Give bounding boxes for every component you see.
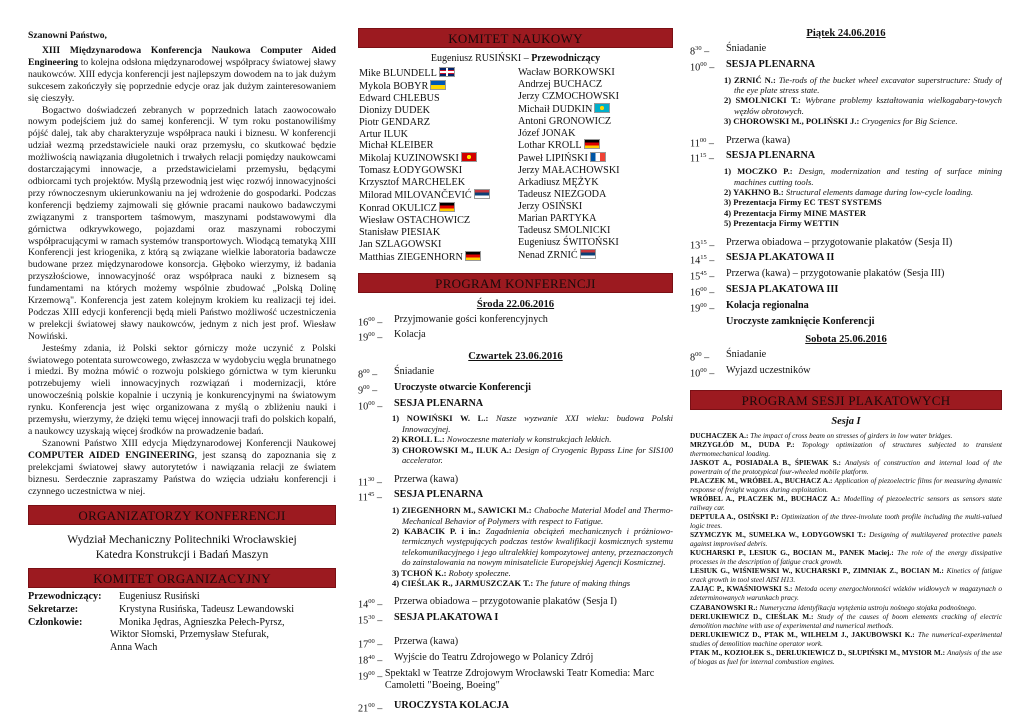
committee-member: Tadeusz SMOLNICKI	[518, 224, 611, 236]
flag-uk-icon	[439, 67, 455, 77]
program-time: $11^{45}$ –	[358, 491, 382, 504]
program-item-text: Wyjazd uczestników	[726, 364, 811, 376]
intro-paragraph-2: Bogactwo doświadczeń zebranych w poprzednich latach zaowocowało nowym podejściem już do samej konferencji. W tym roku postanowiliśmy pójść dalej, tak aby charakteryzuje współpraca nauki i biznesu. W konferencji udział wezmą przedstawiciele nauki oraz przemysłu, co skutkować będzie możliwością nawiązania długoletnich i trwałych relacji pomiędzy naukowcami dostarczającymi innowacje, a przedstawicielami przemysłu, będącymi odbiorcami tych projektów. Myślą przewodnią jest więc rozwój innowacyjności przy równoczesnym ukierunkowaniu na jej wdrożenie do gospodarki. Podczas konferencji będziemy zajmowali się głównie pracami naukowo badawczymi związanymi z transportem taśmowym, maszynami podstawowymi dla górnictwa odkrywkowego, pojazdami oraz maszynami roboczymi współpracującymi w ramach systemów transportowych. Wiodącą tematyką XIII Konferencji jest kriogenika, z którą są związane wielkie laboratoria badawcze budowane przez międzynarodowe konsorcja. Głęboko wierzymy, iż badania przyszłościowe, innowacyjność oraz współpraca nauki z biznesem są fundamentami na których możemy wspólnie zbudować „Polską Dolinę Krzemową". Konferencja jest zatem kolejnym krokiem ku realizacji tej idei. Podczas XIII edycji konferencji będą mieli Państwo możliwość uczestniczenia w prelekcji światowej sławy naukowców, jednym z nich jest prof. Wiesław Nowiński.	[28, 104, 336, 342]
time-minutes: 00	[368, 598, 375, 606]
program-time: $11^{15}$ –	[690, 152, 714, 165]
talk-title: Structural elements damage during low-cycle loading.	[785, 187, 974, 198]
committee-member: Andrzej BUCHACZ	[518, 78, 603, 90]
poster-title: Analysis of construction and internal load of the powertrain of the prototypical four-wheeled mobile platform.	[690, 457, 1002, 476]
cae-bold: COMPUTER AIDED ENGINEERING	[28, 449, 195, 461]
intro-lead: XIII Międzynarodowa Konferencja Naukowa Computer Aided Engineering	[28, 45, 336, 68]
chair-role: Przewodniczący	[531, 53, 601, 64]
talk	[358, 526, 673, 568]
program-item-text: SESJA PLENARNA	[726, 58, 816, 70]
committee-member: Tadeusz NIEZGODA	[518, 189, 607, 201]
program-item-text: Spektakl w Teatrze Zdrojowym Wrocławski Teatr Komedia: Marc Camoletti "Boeing, Boeing"	[384, 667, 655, 691]
program-item-text: Uroczyste zamknięcie Konferencji	[726, 315, 875, 327]
flag-rs-icon	[580, 249, 596, 259]
talk-authors: 4) Prezentacja Firmy MINE MASTER	[724, 207, 867, 218]
sci-committee-right	[518, 67, 668, 264]
sci-committee-heading: KOMITET NAUKOWY	[358, 28, 673, 48]
talk-authors: 2) KABACIK P. i in.:	[392, 525, 481, 536]
talk	[690, 116, 1002, 126]
committee-member: Artur ILUK	[359, 128, 408, 140]
program-time: $19^{00}$ –	[690, 301, 715, 315]
poster-entry	[690, 494, 1002, 512]
program-item-text: Przerwa obiadowa – przygotowanie plakatów (Sesja I)	[394, 596, 617, 608]
poster-authors: DEPTUŁA A., OSIŃSKI P.:	[690, 512, 779, 522]
program-time: $8^{00}$ –	[358, 368, 378, 381]
poster-entry	[690, 648, 1002, 666]
program-item-text: Wyjście do Teatru Zdrojowego w Polanicy Zdrój	[394, 651, 594, 663]
time-minutes: 00	[368, 331, 375, 339]
program-item-text: SESJA PLAKATOWA I	[394, 612, 499, 624]
members-names-1: Monika Jędras, Agnieszka Pełech-Pyrsz,	[119, 616, 285, 628]
schedule-column	[690, 28, 1002, 724]
time-minutes: 00	[699, 136, 707, 144]
program-time: $16^{00}$ –	[358, 315, 383, 328]
program-item	[358, 612, 673, 628]
poster-authors: DUCHACZEK A.:	[690, 430, 749, 440]
talk	[690, 218, 1002, 228]
poster-authors: SZYMCZYK M., SUMELKA W., ŁODYGOWSKI T.:	[690, 530, 866, 540]
program-time: $19^{00}$ –	[358, 669, 383, 682]
program-time: $15^{30}$ –	[358, 614, 383, 627]
poster-title: Study of the causes of boom elements cracking of electric demolition machine with use of experimental and numerical methods.	[690, 611, 1002, 630]
time-minutes: 00	[368, 702, 375, 710]
poster-authors: JASKOT A., POSIADAŁA B., ŚPIEWAK S.:	[690, 457, 841, 467]
program-time: $8^{00}$ –	[690, 351, 710, 364]
talk-authors: 2) SMOLNICKI T.:	[724, 95, 801, 106]
program-column	[358, 28, 673, 724]
program-time	[690, 316, 726, 328]
program-time: $9^{00}$ –	[358, 383, 378, 397]
talk-authors: 1) NOWIŃSKI W. L.:	[392, 413, 489, 424]
talk	[690, 197, 1002, 207]
talk-title: Nowoczesne materiały w konstrukcjach lekkich.	[446, 434, 612, 445]
flag-de-icon	[465, 251, 481, 261]
time-minutes: 30	[368, 614, 375, 622]
poster-entry	[690, 458, 1002, 476]
time-minutes: 15	[700, 254, 707, 262]
program-item	[358, 636, 673, 652]
organizers-heading: ORGANIZATORZY KONFERENCJI	[28, 505, 336, 525]
talk-title: Wybrane problemy kształtowania wielkogabary-towych węzłów obrotowych.	[734, 95, 1002, 116]
committee-member: Antoni GRONOWICZ	[518, 115, 612, 127]
committee-member: Dionizy DUDEK	[359, 104, 431, 116]
intro-paragraph-4: Szanowni Państwo XIII edycja Międzynarodowej Konferencji Naukowej COMPUTER AIDED ENGINEERING, jest szansą do zapoznania się z prelekcjami światowej sławy autorytetów i nawiązania relacji ze światem biznesu. Serdecznie zapraszamy Państwa do wzięcia udziału konferencji i czynnego uczestnictwa w niej.	[28, 437, 336, 497]
org-committee-heading: KOMITET ORGANIZACYJNY	[28, 568, 336, 588]
poster-title: Numeryczna identyfikacja wytężenia ustroju nośnego stojaka podnośnego.	[759, 602, 977, 612]
poster-title: Application of piezoelectric films for measuring dynamic response of freight wagons during exploitation.	[690, 475, 1002, 494]
poster-title: Optimization of the three-involute tooth profile including the multi-valued logic trees.	[690, 512, 1002, 531]
poster-authors: WRÓBEL A., PŁACZEK M., BUCHACZ A.:	[690, 493, 841, 503]
poster-title: Kinetics of fatigue crack growth in tool steel AISI H13.	[690, 566, 1002, 585]
committee-member: Nenad ZRNIĆ	[518, 249, 668, 262]
program-heading: PROGRAM KONFERENCJI	[358, 273, 673, 293]
secretaries-names: Krystyna Rusińska, Tadeusz Lewandowski	[119, 604, 295, 616]
program-time: $8^{30}$ –	[690, 45, 710, 58]
talk-title: Roboty społeczne.	[448, 567, 511, 578]
poster-title: The numerical-experimental studies of demolition machine operator work.	[690, 629, 1002, 648]
talk-title: Design, modernization and testing of surface mining machines cutting tools.	[734, 166, 1002, 187]
poster-authors: LESIUK G., WIŚNIEWSKI W., KUCHARSKI P., ZIMNIAK Z., BOCIAN M.:	[690, 566, 944, 576]
talk-title: The future of making things	[535, 577, 631, 588]
greeting: Szanowni Państwo,	[28, 30, 107, 41]
talk	[358, 413, 673, 434]
talk-title: Tie-rods of the bucket wheel excavator superstructure: Study of the eye plate stress state.	[734, 74, 1002, 95]
program-item	[358, 329, 673, 345]
program-item	[358, 668, 673, 693]
talk-authors: 1) ZIEGENHORN M., SAWICKI M.:	[392, 505, 532, 516]
saturday-program	[690, 334, 1002, 381]
program-item	[690, 59, 1002, 75]
time-minutes: 45	[367, 491, 375, 499]
organizer-faculty: Wydział Mechaniczny Politechniki Wrocławskiej	[67, 533, 297, 547]
talk	[358, 434, 673, 444]
poster-authors: DERLUKIEWICZ D., PTAK M., WILHELM J., JAKUBOWSKI K.:	[690, 629, 915, 639]
poster-title: Topology optimization of structures subjected to transient thermomechanical loading.	[690, 439, 1002, 458]
poster-list	[690, 431, 1002, 666]
poster-authors: PTAK M., KOZIOŁEK S., DERLUKIEWICZ D., SŁUPIŃSKI M., MYSIOR M.:	[690, 647, 946, 657]
program-item	[690, 268, 1002, 284]
talk	[358, 568, 673, 578]
program-item-text: Kolacja regionalna	[726, 299, 809, 311]
program-item-text: SESJA PLENARNA	[726, 150, 816, 162]
talk	[690, 208, 1002, 218]
program-item	[358, 398, 673, 414]
program-time: $19^{00}$ –	[358, 331, 383, 344]
program-item-text: Śniadanie	[726, 43, 767, 54]
day-title: Czwartek 23.06.2016	[468, 351, 563, 363]
poster-title: The role of the energy dissipative processes in the description of fatigue crack growth.	[690, 548, 1002, 567]
time-minutes: 45	[700, 270, 707, 278]
members-label: Członkowie:	[28, 616, 83, 628]
time-minutes: 00	[363, 383, 370, 391]
time-minutes: 40	[368, 653, 375, 661]
time-minutes: 00	[700, 301, 707, 309]
poster-title: Designing of multilayered protective panels against improvised debris.	[690, 530, 1002, 549]
program-item-text: Przerwa (kawa)	[394, 473, 459, 485]
sci-committee-chair: Eugeniusz RUSIŃSKI – Przewodniczący	[430, 53, 601, 64]
talk-authors: 1) MOCZKO P.:	[724, 166, 793, 177]
poster-entry	[690, 476, 1002, 494]
poster-entry	[690, 566, 1002, 584]
flag-ua-icon	[430, 80, 446, 90]
program-item	[358, 366, 673, 382]
program-item-text: SESJA PLAKATOWA III	[726, 284, 839, 296]
program-time: $15^{45}$ –	[690, 270, 715, 283]
program-item	[690, 237, 1002, 253]
program-time: $10^{00}$ –	[690, 366, 715, 380]
committee-member: Milorad MILOVANČEVIĆ	[359, 189, 518, 202]
program-item	[358, 700, 673, 716]
program-item	[690, 316, 1002, 328]
time-minutes: 00	[368, 669, 375, 677]
program-item	[358, 382, 673, 398]
program-item-text: Przyjmowanie gości konferencyjnych	[394, 313, 548, 325]
committee-member: Mikolaj KUZINOWSKI	[359, 152, 518, 165]
talk	[690, 75, 1002, 96]
talk	[358, 578, 673, 588]
poster-entry	[690, 512, 1002, 530]
program-item	[690, 135, 1002, 151]
committee-member: Eugeniusz ŚWITOŃSKI	[518, 236, 619, 248]
org-committee-roles	[28, 591, 336, 654]
talk-title: Zagadnienia obciążeń mechanicznych i próżniowo-termicznych występujących podczas testów kwalifikacji kosmicznych systemu telekomunikacyjnego i jego ultralekkiej kompozytowej anteny, przeznaczonych do zainstalowania na nowym minisatelicie Europejskiej Agencji Kosmicznej.	[402, 525, 673, 568]
talk	[690, 166, 1002, 187]
flag-de-icon	[584, 139, 600, 149]
committee-member: Piotr GENDARZ	[359, 116, 431, 128]
program-item	[358, 652, 673, 668]
spacer	[690, 229, 1002, 237]
program-time: $14^{15}$ –	[690, 254, 715, 267]
program-item-text: SESJA PLAKATOWA II	[726, 252, 835, 264]
flag-mk-icon	[461, 152, 477, 162]
secretaries-label: Sekretarze:	[28, 604, 79, 616]
committee-member: Jan SZLAGOWSKI	[359, 238, 442, 250]
day-title: Piątek 24.06.2016	[806, 28, 886, 39]
poster-authors: CZABANOWSKI R.:	[690, 602, 758, 612]
posters-heading: PROGRAM SESJI PLAKATOWYCH	[690, 390, 1002, 410]
program-time: $17^{00}$ –	[358, 637, 383, 651]
program-days	[358, 299, 673, 717]
poster-entry	[690, 440, 1002, 458]
flag-de-icon	[439, 202, 455, 212]
talk-authors: 5) Prezentacja Firmy WETTIN	[724, 218, 839, 229]
talk-title: Chaboche Material Model and Thermo-Mechanical Behavior of Polymers with respect to Fatigue.	[402, 505, 673, 526]
flag-kz-icon	[594, 103, 610, 113]
committee-member: Paweł LIPIŃSKI	[518, 152, 668, 165]
program-item-text: Uroczyste otwarcie Konferencji	[394, 381, 531, 393]
program-item	[690, 365, 1002, 381]
committee-member: Tomasz ŁODYGOWSKI	[359, 165, 463, 177]
committee-member: Jerzy OSIŃSKI	[518, 200, 583, 212]
poster-session-title: Sesja I	[831, 415, 861, 427]
time-minutes: 00	[363, 368, 370, 376]
spacer	[358, 628, 673, 636]
program-item-text: Przerwa (kawa) – przygotowanie plakatów (Sesja III)	[726, 268, 945, 280]
time-minutes: 30	[367, 475, 375, 483]
talk-authors: 2) YAKHNO B.:	[724, 187, 784, 198]
spacer	[358, 692, 673, 700]
intro-paragraph-1: XIII Międzynarodowa Konferencja Naukowa Computer Aided Engineering to kolejna odsłona międzynarodowej współpracy światowej sławy naukowców. XIII edycja konferencji jest najlepszym dowodem na to jak dużym sukcesem zakończyły się poprzednie edycje oraz jak dużym zainteresowaniem się cieszyły.	[28, 45, 336, 104]
committee-member: Józef JONAK	[518, 127, 576, 139]
program-time: $14^{00}$ –	[358, 598, 383, 611]
program-item-text: SESJA PLENARNA	[394, 397, 484, 409]
members-names-2: Wiktor Słomski, Przemysław Stefurak,	[110, 629, 269, 641]
poster-authors: DERLUKIEWICZ D., CIEŚLAK M.:	[690, 611, 814, 621]
program-time: $10^{00}$ –	[690, 60, 715, 74]
flag-fr-icon	[590, 152, 606, 162]
intro-text	[28, 45, 336, 497]
talk	[690, 95, 1002, 116]
program-item-text: Śniadanie	[726, 349, 767, 361]
talk	[358, 505, 673, 526]
committee-member: Wiesław OSTACHOWICZ	[359, 214, 471, 226]
time-minutes: 00	[700, 286, 707, 294]
program-item-text: Przerwa (kawa)	[394, 635, 459, 647]
program-item-text: Przerwa (kawa)	[726, 134, 791, 146]
program-item-text: Śniadanie	[394, 366, 435, 378]
members-names-3: Anna Wach	[110, 641, 158, 653]
poster-entry	[690, 603, 1002, 612]
talk-title: Design of Cryogenic Bypass Line for SIS100 accelerator.	[402, 444, 673, 466]
talk	[358, 445, 673, 466]
poster-entry	[690, 584, 1002, 602]
program-item-text: SESJA PLENARNA	[394, 489, 484, 501]
program-item	[358, 314, 673, 330]
program-item	[358, 596, 673, 612]
poster-title: Modelling of piezoelectric sensors as sensors state railway car.	[690, 493, 1002, 513]
time-minutes: 15	[699, 152, 707, 160]
committee-member: Jerzy MAŁACHOWSKI	[518, 165, 620, 177]
time-minutes: 00	[368, 399, 375, 407]
day-title: Sobota 25.06.2016	[805, 334, 887, 346]
program-item	[690, 349, 1002, 365]
program-item-text: Kolacja	[394, 329, 426, 341]
talk-authors: 3) TCHOŃ K.:	[392, 567, 447, 578]
flag-rs-icon	[474, 189, 490, 199]
committee-member: Stanisław PIESIAK	[359, 226, 441, 238]
time-minutes: 00	[368, 637, 375, 645]
program-time: $16^{00}$ –	[690, 286, 715, 299]
time-minutes: 15	[700, 238, 707, 246]
committee-member: Jerzy CZMOCHOWSKI	[518, 90, 620, 102]
program-time: $21^{00}$ –	[358, 702, 383, 715]
poster-entry	[690, 630, 1002, 648]
talk	[690, 187, 1002, 197]
time-minutes: 00	[700, 366, 707, 374]
spacer	[358, 466, 673, 474]
committee-member: Mike BLUNDELL	[359, 67, 518, 80]
organizers-block	[28, 532, 336, 562]
spacer	[358, 588, 673, 596]
talk-authors: 3) CHOROWSKI M., POLIŃSKI J.:	[724, 116, 860, 127]
committee-member: Marian PARTYKA	[518, 212, 597, 224]
poster-entry	[690, 612, 1002, 630]
committee-member: Krzysztof MARCHELEK	[359, 177, 466, 189]
poster-authors: PŁACZEK M., WRÓBEL A., BUCHACZ A.:	[690, 475, 833, 485]
program-time: $13^{15}$ –	[690, 238, 715, 252]
committee-member: Edward CHLEBUS	[359, 92, 440, 104]
program-item	[358, 474, 673, 490]
committee-member: Wacław BORKOWSKI	[518, 67, 615, 78]
time-minutes: 30	[695, 45, 702, 52]
intro-column	[28, 30, 336, 724]
poster-authors: ZAJĄC P., KWAŚNIOWSKI S.:	[690, 584, 793, 594]
talk-authors: 3) Prezentacja Firmy EC TEST SYSTEMS	[724, 197, 882, 208]
poster-entry	[690, 530, 1002, 548]
talk-title: Cryogenics for Big Science.	[861, 116, 958, 127]
talk-authors: 1) ZRNIĆ N.:	[724, 74, 776, 85]
program-time: $10^{00}$ –	[358, 399, 383, 413]
program-time: $11^{00}$ –	[690, 136, 714, 150]
poster-entry	[690, 431, 1002, 440]
program-item-text: Przerwa obiadowa – przygotowanie plakatów (Sesja II)	[726, 236, 953, 248]
committee-member: Michaił DUDKIN	[518, 103, 668, 116]
program-item	[690, 43, 1002, 59]
chair-name: Eugeniusz Rusiński	[119, 591, 200, 603]
poster-authors: KUCHARSKI P., LESIUK G., BOCIAN M., PANEK Maciej.:	[690, 548, 894, 558]
committee-member: Mykola BOBYR	[359, 80, 518, 93]
time-minutes: 00	[368, 315, 375, 323]
intro-paragraph-3: Jesteśmy zdania, iż Polski sektor górniczy może uczynić z Polski światowego potentata surowcowego, zwłaszcza w wydobyciu węgla brunatnego i miedzi. By można mówić o rozwoju polskiego górnictwa w tym kierunku potrzebujemy wieli innowacyjnych rozwiązań i modernizacji, które unowocześnią polskie kopalnie i uczynią je konkurencyjnymi na światowym rynku. Konferencja jest więc organizowana z myślą o zbliżeniu nauki i przemysłu, wierzymy, że dzięki temu więcej innowacji trafi do polskich kopalń, a naukowcy uzyskają więcej środków na prowadzenie badań.	[28, 342, 336, 437]
program-item-text: UROCZYSTA KOLACJA	[394, 700, 510, 712]
chair-label: Przewodniczący:	[28, 591, 102, 603]
committee-member: Arkadiusz MĘŻYK	[518, 177, 599, 189]
talk-authors: 2) KROLL L.:	[392, 434, 445, 445]
friday-program	[690, 28, 1002, 328]
program-item	[690, 150, 1002, 166]
organizer-department: Katedra Konstrukcji i Badań Maszyn	[95, 548, 269, 562]
poster-title: The impact of cross beam on stresses of girders in low water bridges.	[750, 430, 953, 440]
committee-member: Konrad OKULICZ	[359, 202, 518, 215]
program-item	[690, 252, 1002, 268]
time-minutes: 00	[700, 60, 707, 68]
spacer	[690, 127, 1002, 135]
program-item	[690, 300, 1002, 316]
program-item	[690, 284, 1002, 300]
poster-title: Metoda oceny energochłonności wózków widłowych w magazynach o zdeterminowanych warunkach pracy.	[690, 584, 1002, 603]
sci-committee-list	[358, 67, 673, 264]
program-time: $18^{40}$ –	[358, 653, 383, 667]
talk-authors: 3) CHOROWSKI M., ILUK A.:	[392, 444, 512, 455]
day-title: Środa 22.06.2016	[476, 298, 555, 310]
poster-entry	[690, 548, 1002, 566]
time-minutes: 00	[695, 351, 702, 359]
program-time: $11^{30}$ –	[358, 475, 382, 488]
program-item	[358, 489, 673, 505]
poster-authors: MRZYGŁÓD M., DUDA P.:	[690, 439, 795, 449]
talk-title: Nasze wyzwanie XXI wieku: budowa Polski Innowacyjnej.	[402, 413, 673, 434]
talk-authors: 4) CIEŚLAK R., JARMUSZCZAK T.:	[392, 577, 534, 588]
committee-member: Michał KLEIBER	[359, 140, 434, 152]
sci-committee-left	[358, 67, 518, 264]
poster-title: Analysis of the use of biogas as fuel for internal combustion engines.	[690, 647, 1002, 666]
committee-member: Matthias ZIEGENHORN	[359, 251, 518, 264]
committee-member: Lothar KROLL	[518, 139, 668, 152]
